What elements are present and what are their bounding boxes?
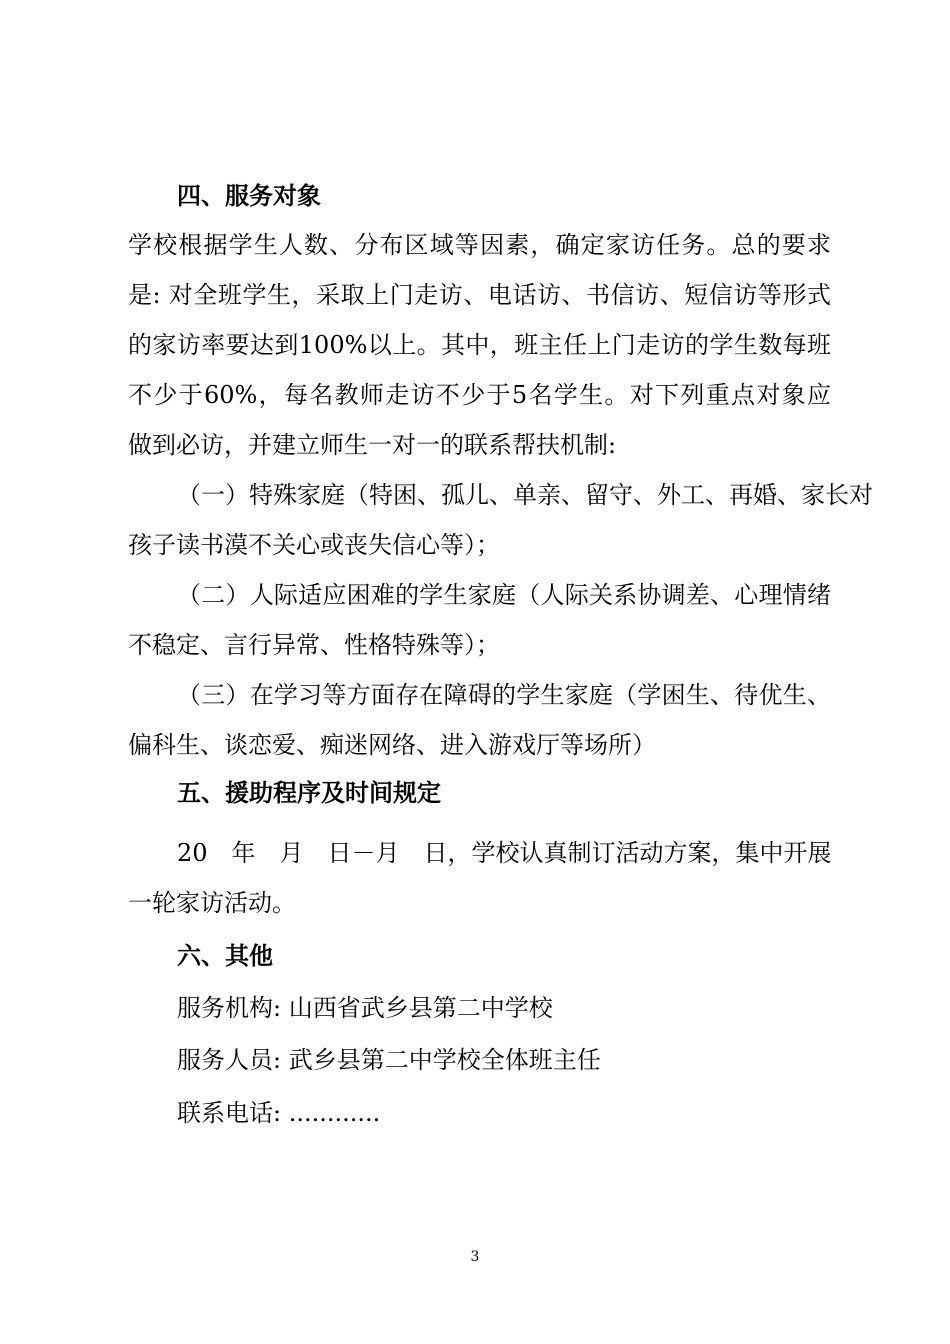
- section-four-intro-line-4: 不少于60%，每名教师走访不少于5名学生。对下列重点对象应: [128, 381, 831, 409]
- section-four-heading: 四、服务对象: [177, 182, 321, 210]
- service-staff: 服务人员: 武乡县第二中学校全体班主任: [177, 1046, 601, 1074]
- item-three-line-2: 偏科生、谈恋爱、痴迷网络、进入游戏厅等场所）: [128, 731, 656, 759]
- section-four-intro-line-1: 学校根据学生人数、分布区域等因素，确定家访任务。总的要求: [128, 231, 831, 259]
- section-four-intro-line-3: 的家访率要达到100%以上。其中，班主任上门走访的学生数每班: [128, 331, 831, 359]
- item-two-line-2: 不稳定、言行异常、性格特殊等）；: [128, 631, 500, 659]
- section-four-intro-line-5: 做到必访，并建立师生一对一的联系帮扶机制:: [128, 431, 617, 459]
- contact-phone: 联系电话: ............: [177, 1099, 381, 1127]
- item-two-line-1: （二）人际适应困难的学生家庭（人际关系协调差、心理情绪: [177, 581, 831, 609]
- item-three-line-1: （三）在学习等方面存在障碍的学生家庭（学困生、待优生、: [177, 681, 831, 709]
- service-organization: 服务机构: 山西省武乡县第二中学校: [177, 994, 553, 1022]
- item-one-line-1: （一）特殊家庭（特困、孤儿、单亲、留守、外工、再婚、家长对: [177, 481, 873, 509]
- section-five-line-2: 一轮家访活动。: [128, 889, 296, 917]
- page-number: 3: [470, 1249, 480, 1265]
- section-six-heading: 六、其他: [177, 942, 273, 970]
- section-five-heading: 五、援助程序及时间规定: [177, 779, 441, 807]
- section-five-line-1: 20 年 月 日－月 日，学校认真制订活动方案，集中开展: [177, 839, 832, 867]
- item-one-line-2: 孩子读书漠不关心或丧失信心等）；: [128, 531, 500, 559]
- section-four-intro-line-2: 是: 对全班学生，采取上门走访、电话访、书信访、短信访等形式: [128, 281, 831, 309]
